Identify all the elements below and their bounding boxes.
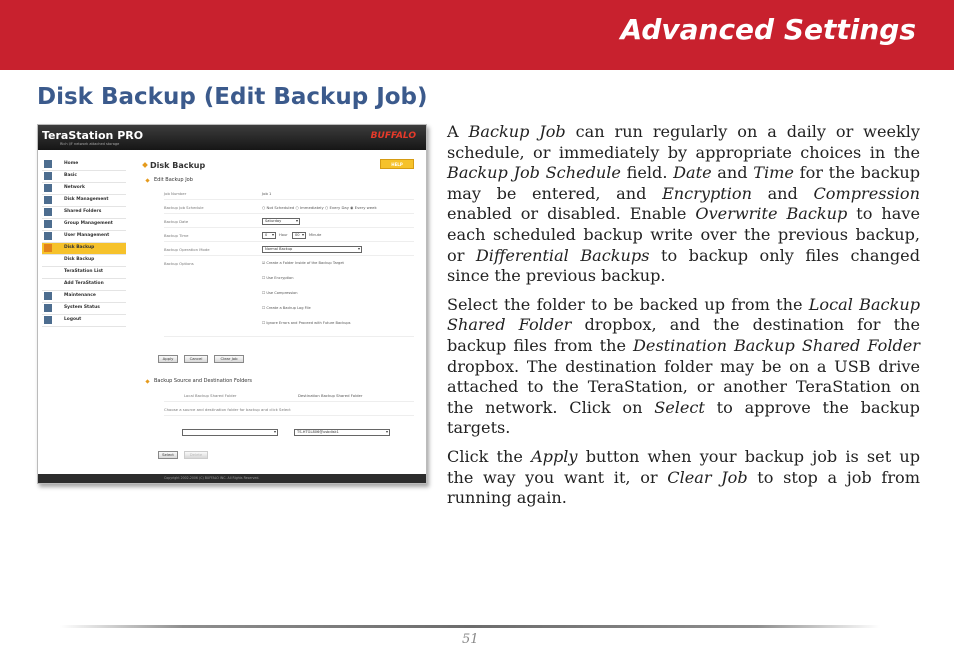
sidebar-item-label: Disk Backup: [64, 257, 95, 262]
sidebar-item[interactable]: [42, 231, 126, 243]
sidebar-item-label: Add TeraStation: [64, 281, 104, 286]
text-run: field.: [620, 163, 674, 183]
menu-icon: [44, 232, 52, 240]
text-run: to have each scheduled backup write over the previous backup, or: [447, 204, 920, 265]
emphasized-term: Clear Job: [667, 467, 748, 487]
sidebar-item-label: Home: [64, 161, 79, 166]
menu-icon: [44, 208, 52, 216]
body-text: [447, 122, 920, 517]
local-folder-select[interactable]: [182, 429, 278, 436]
dest-folder-header: Destination Backup Shared Folder: [298, 393, 363, 398]
row-label: Backup Options: [164, 261, 194, 266]
sidebar-item[interactable]: [42, 159, 126, 171]
emphasized-term: Backup Job: [468, 122, 566, 141]
menu-icon: [44, 220, 52, 228]
row-label: Backup Date: [164, 219, 189, 224]
text-run: to stop a job from running again.: [447, 467, 920, 508]
menu-icon: [44, 196, 52, 204]
paragraph: [447, 447, 920, 509]
sidebar-item[interactable]: [42, 279, 126, 291]
folders-title: Backup Source and Destination Folders: [154, 378, 253, 384]
dest-folder-select[interactable]: TS-HTGL806@usbdisk1 ▾: [294, 429, 390, 436]
emphasized-term: Select: [654, 397, 705, 417]
option-ignore-errors[interactable]: ☐ Ignore Errors and Proceed with Future Backups: [262, 321, 351, 325]
row-folders-hint: [164, 405, 414, 416]
delete-button[interactable]: Delete: [184, 451, 208, 459]
menu-icon: [44, 184, 52, 192]
screenshot-footer: [38, 474, 427, 483]
text-run: to approve the backup targets.: [447, 397, 920, 438]
text-run: Select the folder to be backed up from the: [447, 294, 809, 314]
sidebar-item[interactable]: [42, 243, 126, 255]
row-backup-options: [164, 259, 414, 337]
option-encryption[interactable]: ☐ Use Encryption: [262, 276, 294, 280]
subsection-arrow-icon: [145, 178, 149, 182]
sidebar-item[interactable]: [42, 303, 126, 315]
row-label: Job Number: [164, 191, 187, 196]
backup-minute-select[interactable]: 00 ▾: [292, 232, 306, 239]
job-number-value: Job 1: [262, 191, 272, 196]
sidebar-item[interactable]: [42, 183, 126, 195]
schedule-radios[interactable]: ○ Not Scheduled ○ Immediately ○ Every Day ◉ Every week: [262, 205, 377, 210]
sidebar-item-label: Network: [64, 185, 85, 190]
clear-job-button[interactable]: Clear Job: [214, 355, 244, 363]
local-folder-header: Local Backup Shared Folder: [184, 393, 237, 398]
text-run: dropbox. The destination folder may be on a USB drive attached to the TeraStation, or another TeraStation on the network. Click on: [447, 356, 920, 417]
sidebar-item-label: TeraStation List: [64, 269, 104, 274]
sidebar-item[interactable]: [42, 267, 126, 279]
menu-icon: [44, 292, 52, 300]
menu-icon: [44, 304, 52, 312]
emphasized-term: Local Backup Shared Folder: [447, 294, 920, 335]
ui-screenshot: [37, 124, 427, 484]
paragraph: [447, 122, 920, 287]
emphasized-term: Apply: [531, 446, 578, 466]
emphasized-term: Overwrite Backup: [695, 204, 848, 224]
emphasized-term: Differential Backups: [475, 245, 650, 265]
sidebar-item[interactable]: [42, 255, 126, 267]
row-backup-time: [164, 231, 414, 242]
paragraph: [447, 295, 920, 439]
emphasized-term: Destination Backup Shared Folder: [633, 335, 920, 355]
help-button[interactable]: HELP: [380, 159, 414, 169]
row-label: Backup Time: [164, 233, 189, 238]
text-run: and: [751, 183, 814, 203]
subsection-arrow-icon: [145, 379, 149, 383]
header-banner: [0, 0, 954, 70]
menu-icon: [44, 244, 52, 252]
menu-icon: [44, 316, 52, 324]
sidebar-item-label: Disk Backup: [64, 245, 95, 250]
row-label: Backup Operation Mode: [164, 247, 210, 252]
text-run: and: [711, 163, 754, 183]
text-run: for the backup may be entered, and: [447, 163, 921, 203]
emphasized-term: Backup Job Schedule: [447, 163, 621, 183]
page-number: 51: [462, 632, 479, 647]
title-arrow-icon: [142, 162, 148, 168]
footer-rule: [60, 625, 880, 628]
sidebar-item-label: Basic: [64, 173, 78, 178]
text-run: A: [447, 122, 469, 141]
text-run: enabled or disabled. Enable: [447, 204, 696, 224]
apply-button[interactable]: Apply: [158, 355, 178, 363]
sidebar-item[interactable]: [42, 171, 126, 183]
sidebar-item[interactable]: [42, 315, 126, 327]
product-subtitle: Rich I/F network attached storage: [60, 142, 120, 146]
copyright-text: Copyright 2002-2006 (C) BUFFALO INC. All Rights Reserved.: [164, 476, 260, 480]
emphasized-term: Date: [673, 163, 712, 183]
brand-logo: BUFFALO: [370, 131, 416, 141]
select-button[interactable]: Select: [158, 451, 178, 459]
backup-hour-select[interactable]: 0 ▾: [262, 232, 276, 239]
emphasized-term: Time: [753, 163, 794, 183]
product-logo: TeraStation PRO: [42, 129, 144, 142]
sidebar-item-label: Maintenance: [64, 293, 96, 298]
option-compression[interactable]: ☐ Use Compression: [262, 291, 298, 295]
backup-date-select[interactable]: Saturday ▾: [262, 218, 300, 225]
page-title: Disk Backup: [150, 161, 206, 170]
sidebar-item-label: System Status: [64, 305, 100, 310]
sidebar-item-label: Group Management: [64, 221, 113, 226]
emphasized-term: Encryption: [662, 183, 752, 203]
text-run: button when your backup job is set up the way you want it, or: [447, 446, 920, 487]
screenshot-header: [38, 125, 427, 150]
text-run: Click the: [447, 446, 532, 466]
edit-job-title: Edit Backup Job: [154, 177, 193, 183]
sidebar-item[interactable]: [42, 195, 126, 207]
section-title: Disk Backup (Edit Backup Job): [37, 84, 428, 110]
menu-icon: [44, 160, 52, 168]
row-schedule: [164, 203, 414, 214]
menu-icon: [44, 172, 52, 180]
sidebar-menu: [42, 159, 126, 327]
folders-hint: Choose a source and destination folder for backup and click Select: [164, 407, 291, 412]
sidebar-item-label: Shared Folders: [64, 209, 102, 214]
operation-mode-select[interactable]: Normal Backup ▾: [262, 246, 362, 253]
hour-label: Hour: [279, 233, 288, 237]
text-run: can run regularly on a daily or weekly schedule, or immediately by appropriate choices in the: [447, 122, 920, 162]
option-log-file[interactable]: ☐ Create a Backup Log File: [262, 306, 311, 310]
sidebar-item-label: User Management: [64, 233, 110, 238]
cancel-button[interactable]: Cancel: [184, 355, 208, 363]
text-run: dropbox, and the destination for the backup files from the: [447, 315, 920, 355]
row-backup-date: [164, 217, 414, 228]
sidebar-item[interactable]: [42, 219, 126, 231]
option-create-folder[interactable]: ☑ Create a Folder Inside of the Backup Target: [262, 261, 344, 265]
emphasized-term: Compression: [813, 183, 920, 203]
row-label: Backup Job Schedule: [164, 205, 204, 210]
sidebar-item-label: Logout: [64, 317, 82, 322]
sidebar-item[interactable]: [42, 291, 126, 303]
row-folders-header: [164, 391, 414, 402]
minute-label: Minute: [309, 233, 322, 237]
sidebar-item[interactable]: [42, 207, 126, 219]
sidebar-item-label: Disk Management: [64, 197, 109, 202]
text-run: to backup only files changed since the previous backup.: [447, 245, 920, 286]
chapter-title: Advanced Settings: [620, 13, 916, 46]
row-operation-mode: [164, 245, 414, 256]
row-job-number: [164, 189, 414, 200]
